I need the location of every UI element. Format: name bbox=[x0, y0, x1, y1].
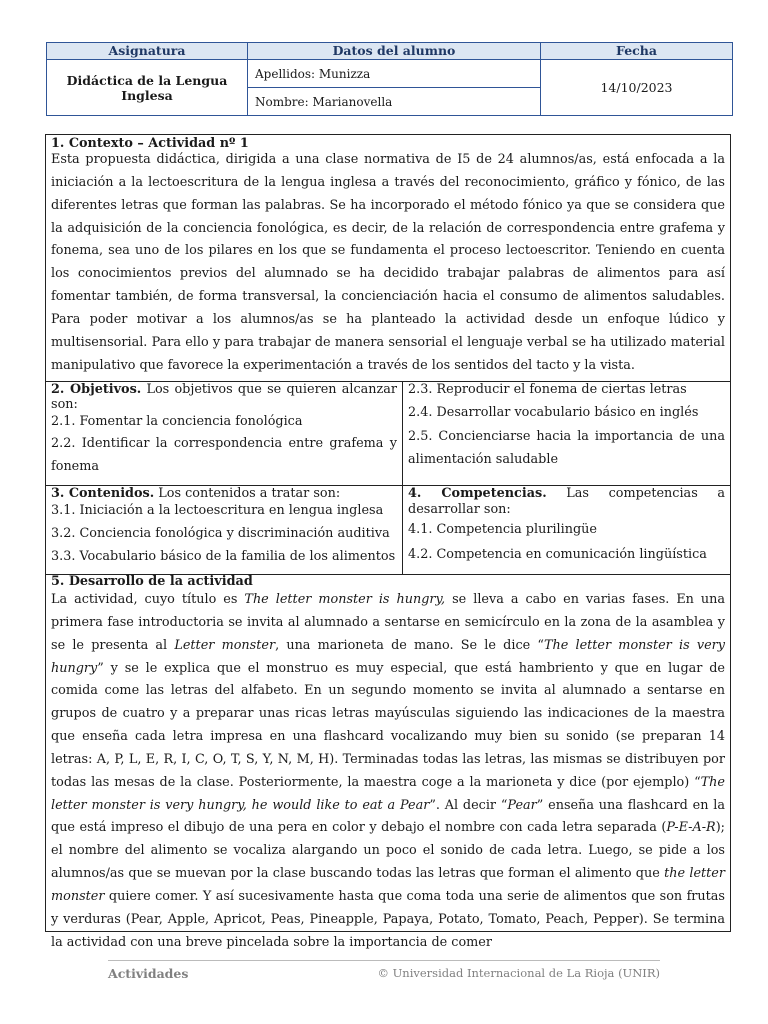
student-apellidos: Apellidos: Munizza bbox=[248, 60, 541, 88]
competencias bbox=[403, 486, 730, 574]
section-contexto bbox=[46, 135, 730, 382]
contexto-title: 1. Contexto – Actividad nº 1 bbox=[51, 136, 249, 151]
student-nombre: Nombre: Marianovella bbox=[248, 88, 541, 116]
objetivos-left bbox=[46, 382, 403, 485]
contenidos-title: 3. Contenidos. bbox=[51, 486, 155, 501]
page-footer bbox=[108, 960, 660, 981]
subject-name: Didáctica de la Lengua Inglesa bbox=[47, 60, 248, 116]
activity-box bbox=[45, 134, 731, 950]
desarrollo-title: 5. Desarrollo de la actividad bbox=[51, 574, 253, 589]
section-objetivos bbox=[46, 382, 730, 486]
competencia-4-2: 4.2. Competencia en comunicación lingüística bbox=[408, 547, 707, 562]
objetivos-title: 2. Objetivos. bbox=[51, 382, 142, 397]
objetivos-right bbox=[403, 382, 730, 485]
contenido-3-2: 3.2. Conciencia fonológica y discriminación auditiva bbox=[51, 526, 390, 541]
date-value: 14/10/2023 bbox=[541, 60, 733, 116]
objetivo-2-3: 2.3. Reproducir el fonema de ciertas letras bbox=[408, 382, 687, 397]
footer-left: Actividades bbox=[108, 966, 189, 981]
col-asignatura: Asignatura bbox=[47, 43, 248, 60]
competencias-title: 4. Competencias. bbox=[408, 486, 547, 501]
contenidos-intro: Los contenidos a tratar son: bbox=[154, 486, 341, 501]
col-fecha: Fecha bbox=[541, 43, 733, 60]
section-contenidos-competencias bbox=[46, 486, 730, 575]
objetivo-2-5: 2.5. Concienciarse hacia la importancia de una alimentación saludable bbox=[408, 429, 725, 467]
contenidos bbox=[46, 486, 403, 574]
contexto-text: Esta propuesta didáctica, dirigida a una clase normativa de I5 de 24 alumnos/as, está enfocada a la iniciación a la lectoescritura de la lengua inglesa a través del reconocimiento, gráfico y fónico, de las diferentes letras que forman las palabras. Se ha incorporado el método fónico ya que se considera que la adquisición de la conciencia fonológica, es decir, de la relación de correspondencia entre grafema y fonema, sea uno de los pilares en los que se fundamenta el proceso lectoescritor. Teniendo en cuenta los conocimientos previos del alumnado se ha decidido trabajar palabras de alimentos para así fomentar también, de forma transversal, la concienciación hacia el consumo de alimentos saludables. Para poder motivar a los alumnos/as se ha planteado la actividad desde un enfoque lúdico y multisensorial. Para ello y para trabajar de manera sensorial el lenguaje verbal se ha utilizado material manipulativo que favorece la experimentación a través de los sentidos del tacto y la vista. bbox=[51, 152, 725, 373]
objetivo-2-2: 2.2. Identificar la correspondencia entre grafema y fonema bbox=[51, 436, 397, 474]
objetivo-2-4: 2.4. Desarrollar vocabulario básico en inglés bbox=[408, 405, 699, 420]
competencia-4-1: 4.1. Competencia plurilingüe bbox=[408, 522, 597, 537]
contenido-3-1: 3.1. Iniciación a la lectoescritura en lengua inglesa bbox=[51, 503, 384, 518]
objetivos-intro: Los objetivos que se quieren alcanzar son: bbox=[51, 382, 397, 412]
col-datos-alumno: Datos del alumno bbox=[248, 43, 541, 60]
footer-right: © Universidad Internacional de La Rioja (UNIR) bbox=[377, 966, 660, 980]
objetivo-2-1: 2.1. Fomentar la conciencia fonológica bbox=[51, 414, 303, 429]
contenido-3-3: 3.3. Vocabulario básico de la familia de los alimentos bbox=[51, 549, 396, 564]
desarrollo-text: La actividad, cuyo título es The letter monster is hungry, se lleva a cabo en varias fases. En una primera fase introductoria se invita al alumnado a sentarse en semicírculo en la zona de la asamblea y se le presenta al Letter monster, una marioneta de mano. Se le dice “The letter monster is very hungry” y se le explica que el monstruo es muy especial, que está hambriento y que en lugar de comida come las letras del alfabeto. En un segundo momento se invita al alumnado a sentarse en grupos de cuatro y a preparar unas ricas letras mayúsculas siguiendo las indicaciones de la maestra que enseña cada letra impresa en una flashcard vocalizando muy bien su sonido (se preparan 14 letras: A, P, L, E, R, I, C, O, T, S, Y, N, M, H). Terminadas todas las letras, las mismas se distribuyen por todas las mesas de la clase. Posteriormente, la maestra coge a la marioneta y dice (por ejemplo) “The letter monster is very hungry, he would like to eat a Pear”. Al decir “Pear” enseña una flashcard en la que está impreso el dibujo de una pera en color y debajo el nombre con cada letra separada (P-E-A-R); el nombre del alimento se vocaliza alargando un poco el sonido de cada letra. Luego, se pide a los alumnos/as que se muevan por la clase buscando todas las letras que forman el alimento que the letter monster quiere comer. Y así sucesivamente hasta que coma toda una serie de alimentos que son frutas y verduras (Pear, Apple, Apricot, Peas, Pineapple, Papaya, Potato, Tomato, Peach, Pepper). Se termina la actividad con una breve pincelada sobre la importancia de comer bbox=[51, 592, 725, 950]
section-desarrollo bbox=[46, 574, 730, 950]
header-table bbox=[46, 42, 733, 116]
competencias-intro: Las competencias a desarrollar son: bbox=[408, 486, 725, 517]
